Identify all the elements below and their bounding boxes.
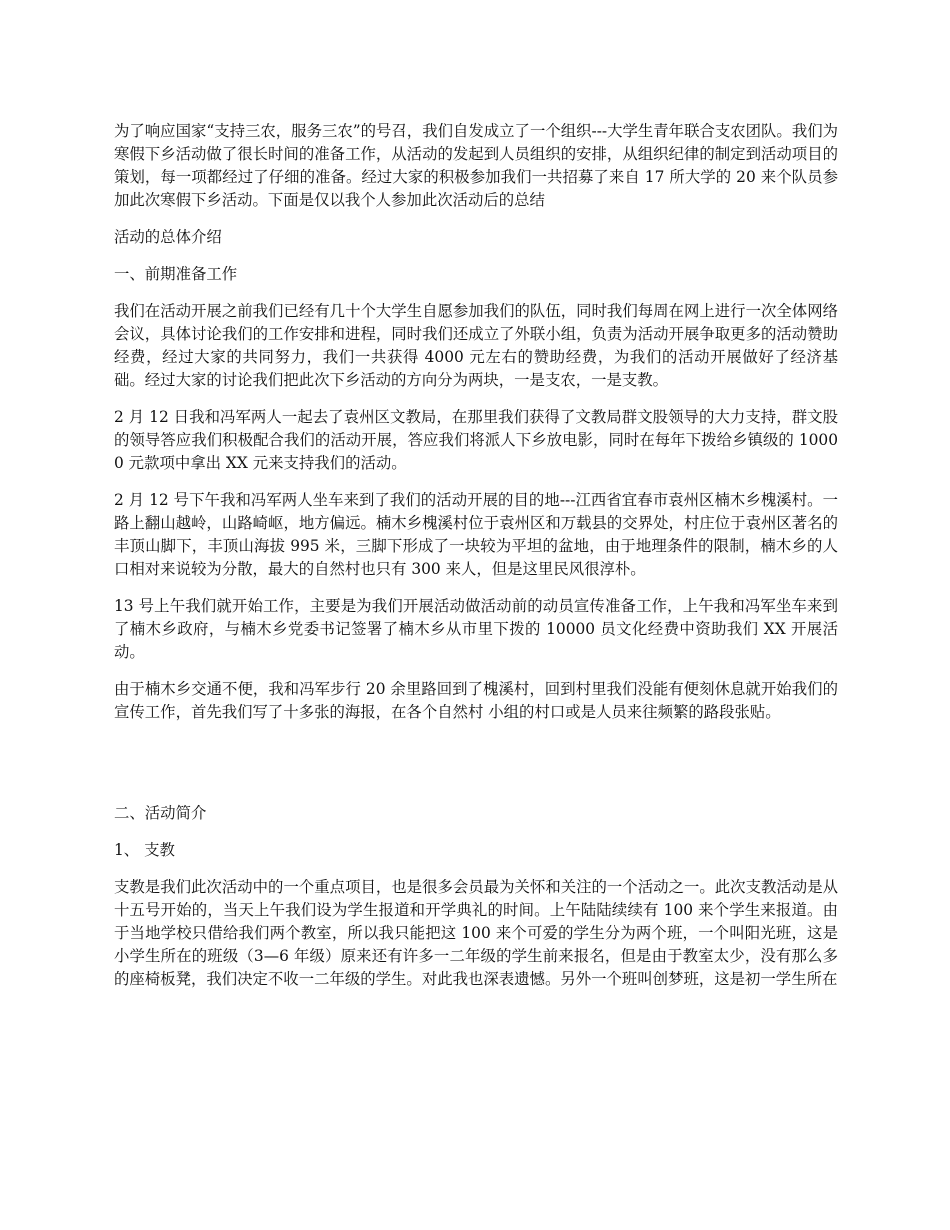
body-paragraph: 支教是我们此次活动中的一个重点项目，也是很多会员最为关怀和关注的一个活动之一。此次支教活动是从十五号开始的，当天上午我们设为学生报道和开学典礼的时间。上午陆陆续续有 100 来个学生来报道。由于当地学校只借给我们两个教室，所以我只能把这 100 来个可爱的学生分为两个班，一个叫阳光班，这是小学生所在的班级（3—6 年级）原来还有许多一二年级的学生前来报名，但是由于教室太少，没有那么多的座椅板凳，我们决定不收一二年级的学生。对此我也深表遗憾。另外一个班叫创梦班，这是初一学生所在 <box>114 878 838 988</box>
document-body <box>114 120 838 1005</box>
intro-paragraph: 为了响应国家“支持三农，服务三农”的号召，我们自发成立了一个组织---大学生青年联合支农团队。我们为寒假下乡活动做了很长时间的准备工作，从活动的发起到人员组织的安排，从组织纪律的制定到活动项目的策划，每一项都经过了仔细的准备。经过大家的积极参加我们一共招募了来自 17 所大学的 20 来个队员参加此次寒假下乡活动。下面是仅以我个人参加此次活动后的总结 <box>114 122 838 209</box>
blank-space <box>114 738 838 802</box>
section-heading-overview: 活动的总体介绍 <box>114 228 222 246</box>
section-heading-activity-intro: 二、活动简介 <box>114 804 207 822</box>
body-paragraph: 2 月 12 日我和冯军两人一起去了袁州区文教局，在那里我们获得了文教局群文股领导的大力支持，群文股的领导答应我们积极配合我们的活动开展，答应我们将派人下乡放电影，同时在每年下拨给乡镇级的 10000 元款项中拿出 XX 元来支持我们的活动。 <box>114 408 838 472</box>
body-paragraph: 我们在活动开展之前我们已经有几十个大学生自愿参加我们的队伍，同时我们每周在网上进行一次全体网络会议，具体讨论我们的工作安排和进程，同时我们还成立了外联小组，负责为活动开展争取更多的活动赞助经费，经过大家的共同努力，我们一共获得 4000 元左右的赞助经费，为我们的活动开展做好了经济基础。经过大家的讨论我们把此次下乡活动的方向分为两块，一是支农，一是支教。 <box>114 302 838 389</box>
body-paragraph: 由于楠木乡交通不便，我和冯军步行 20 余里路回到了槐溪村，回到村里我们没能有便刻休息就开始我们的宣传工作，首先我们写了十多张的海报，在各个自然村 小组的村口或是人员来往频繁的路段张贴。 <box>114 680 838 721</box>
body-paragraph: 2 月 12 号下午我和冯军两人坐车来到了我们的活动开展的目的地---江西省宜春市袁州区楠木乡槐溪村。一路上翻山越岭，山路崎岖，地方偏远。楠木乡槐溪村位于袁州区和万载县的交界处，村庄位于袁州区著名的丰顶山脚下，丰顶山海拔 995 米，三脚下形成了一块较为平坦的盆地，由于地理条件的限制，楠木乡的人口相对来说较为分散，最大的自然村也只有 300 来人，但是这里民风很淳朴。 <box>114 491 838 578</box>
body-paragraph: 13 号上午我们就开始工作，主要是为我们开展活动做活动前的动员宣传准备工作，上午我和冯军坐车来到了楠木乡政府，与楠木乡党委书记签署了楠木乡从市里下拨的 10000 员文化经费中资助我们 XX 开展活动。 <box>114 597 838 661</box>
subsection-heading-teaching: 1、 支教 <box>114 841 175 859</box>
section-heading-preparation: 一、前期准备工作 <box>114 265 238 283</box>
